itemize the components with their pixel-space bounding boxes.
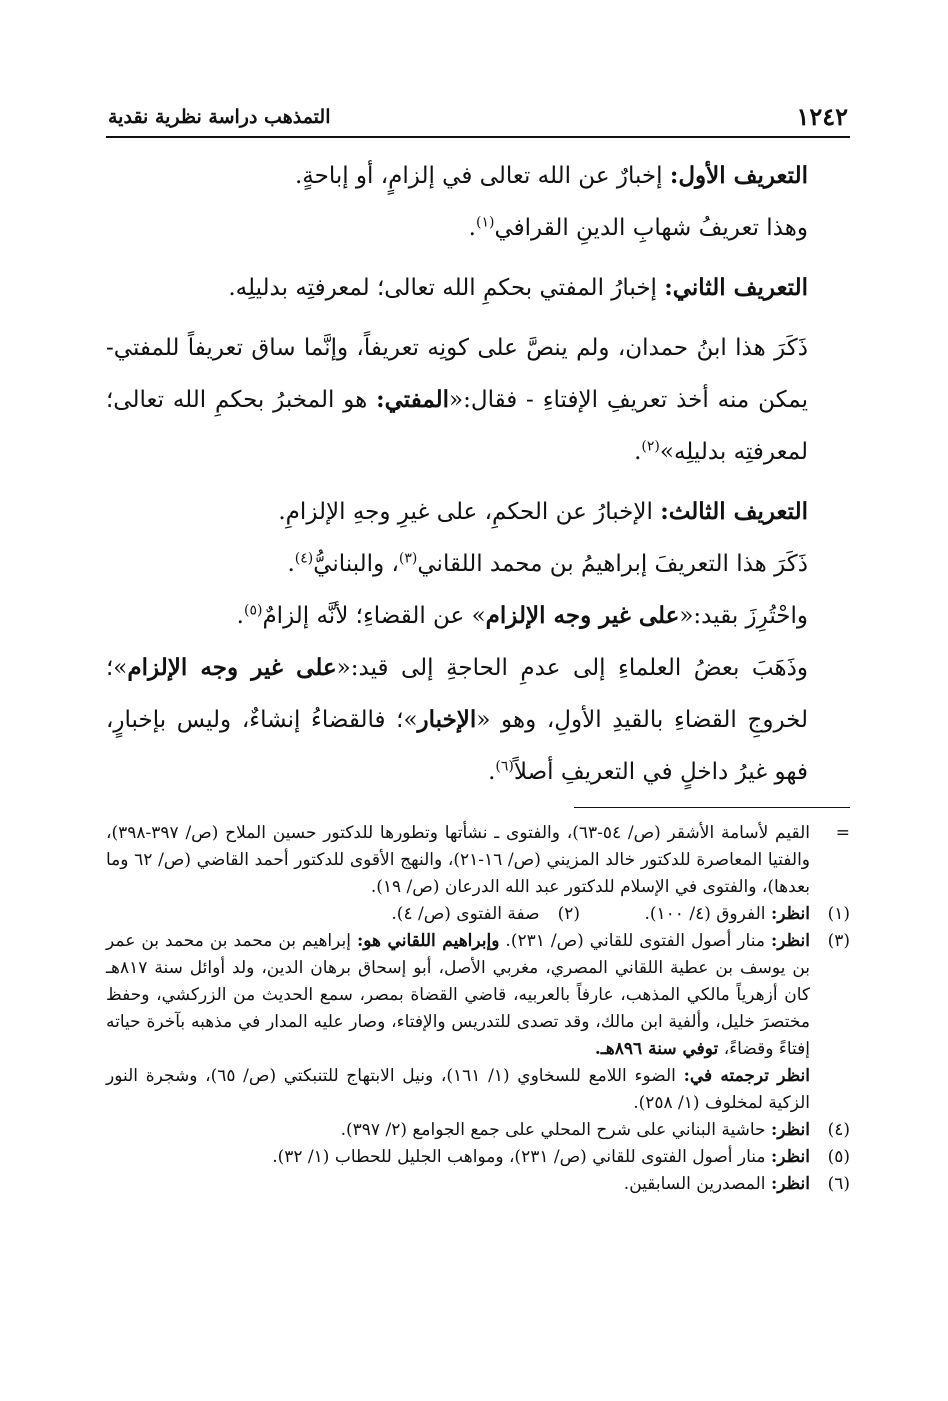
- footnote-label: انظر:: [770, 904, 810, 924]
- continuation-marker: =: [835, 823, 850, 843]
- footnote-separator: [574, 807, 850, 808]
- footnote-number: (١): [827, 904, 850, 924]
- footnote-text: المصدرين السابقين.: [623, 1174, 771, 1194]
- punctuation: .: [488, 759, 496, 785]
- paragraph-text: هو المخبرُ بحكمِ الله تعالى؛ لمعرفتِه بدليلِه»: [106, 387, 808, 465]
- footnote-number: (٥): [827, 1147, 850, 1167]
- footnote-text: منار أصول الفتوى للقاني (ص/ ٢٣١)، ومواهب الجليل للحطاب (١/ ٣٢).: [272, 1147, 771, 1167]
- footnote-continued: [106, 820, 850, 901]
- bold-term: انظر ترجمته في:: [683, 1066, 810, 1086]
- bold-term: الإخبار: [417, 706, 477, 733]
- footnote-6: [106, 1171, 850, 1198]
- definition-text: إخبارٌ عن الله تعالى في إلزامٍ، أو إباحةٍ.: [294, 163, 670, 189]
- definition-text: الإخبارُ عن الحكمِ، على غيرِ وجهِ الإلزامِ.: [278, 499, 661, 525]
- paragraph-text: »؛ لخروجِ القضاءِ بالقيدِ الأولِ، وهو «: [106, 655, 808, 733]
- footnote-text: القيم لأسامة الأشقر (ص/ ٥٤-٦٣)، والفتوى ـ نشأتها وتطورها للدكتور حسين الملاح (ص/ ٣٩٧-٣٩٨)، والفتيا المعاصرة للدكتور خالد المزيني (ص/ ١٦-٢١)، والنهج الأقوى للدكتور أحمد القاضي (ص/ ٦٢ وما بعدها)، والفتوى في الإسلام للدكتور عبد الله الدرعان (ص/ ١٩).: [106, 823, 810, 897]
- bold-term: المفتي:: [376, 386, 450, 413]
- definition-2: [106, 262, 850, 314]
- footnote-ref[interactable]: (٤): [294, 550, 314, 567]
- footnote-number: (٢): [557, 904, 580, 924]
- definition-label: التعريف الثالث:: [660, 498, 808, 525]
- footnote-ref[interactable]: (٢): [641, 438, 660, 455]
- definition-1: [106, 150, 850, 202]
- bold-term: وإبراهيم اللقاني هو:: [357, 931, 500, 951]
- paragraph-ibn-hamdan: [106, 322, 850, 478]
- page-header: [106, 100, 850, 136]
- paragraph-text: » عن القضاءِ؛ لأنَّه إلزامٌ: [262, 603, 486, 629]
- paragraph-text: ذَكَرَ هذا ابنُ حمدان، ولم ينصَّ على كونِه تعريفاً، وإنَّما ساق تعريفاً للمفتي- يمكن منه أخذ تعريفِ الإفتاءِ - فقال:«: [106, 335, 808, 413]
- footnote-text: الضوء اللامع للسخاوي (١/ ١٦١)، ونيل الابتهاج للتنبكتي (ص/ ٦٥)، وشجرة النور الزكية لمخلوف (١/ ٢٥٨).: [106, 1066, 810, 1113]
- footnote-text: إبراهيم بن محمد بن محمد بن عمر بن يوسف بن عطية اللقاني المصري، مغربي الأصل، أبو إسحاق برهان الدين، ولد أوائل سنة ٨١٧هـ كان أزهرياً مالكي المذهب، عارفاً بالعربيه، قاضي القضاة بمصر، سمع الحديث من الزركشي، وحفظ مختصرَ خليل، وألفية ابن مالك، وقد تصدى للتدريس والإفتاء، وصار عليه المدار في مذهبه بآخرة حياته إفتاءً وقضاءً،: [106, 931, 810, 1059]
- paragraph-restriction: [106, 590, 850, 642]
- paragraph-text: »؛ فالقضاءُ إنشاءٌ، وليس بإخبارٍ، فهو غيرُ داخلٍ في التعريفِ أصلاً: [106, 707, 808, 785]
- paragraph-attribution-3: [106, 538, 850, 590]
- footnote-text: منار أصول الفتوى للقاني (ص/ ٢٣١).: [499, 931, 771, 951]
- footnote-text: حاشية البناني على شرح المحلي على جمع الجوامع (٢/ ٣٩٧).: [340, 1120, 771, 1140]
- footnote-ref[interactable]: (٣): [398, 550, 418, 567]
- punctuation: .: [634, 439, 642, 465]
- paragraph-text: وذَهَبَ بعضُ العلماءِ إلى عدمِ الحاجةِ إلى قيد:«: [336, 655, 808, 681]
- footnote-text: صفة الفتوى (ص/ ٤).: [391, 904, 540, 924]
- bold-term: على غير وجه الإلزام: [485, 602, 680, 629]
- footnote-number: (٦): [827, 1174, 850, 1194]
- footnote-3: [106, 928, 850, 1117]
- footnote-label: انظر:: [770, 931, 810, 951]
- paragraph-objection: [106, 642, 850, 798]
- bold-term: توفي سنة ٨٩٦هـ.: [594, 1039, 719, 1059]
- footnote-1: [644, 904, 810, 924]
- footnote-label: انظر:: [770, 1120, 810, 1140]
- paragraph-text: ، والبنانيُّ: [313, 551, 399, 577]
- footnote-ref[interactable]: (٦): [495, 758, 514, 775]
- footnotes: [106, 820, 850, 1198]
- footnote-5: [106, 1144, 850, 1171]
- main-text: [106, 150, 850, 798]
- punctuation: .: [236, 603, 244, 629]
- footnote-label: انظر:: [770, 1147, 810, 1167]
- footnote-number: (٣): [827, 931, 850, 951]
- definition-3: [106, 486, 850, 538]
- footnote-text: الفروق (٤/ ١٠٠).: [644, 904, 771, 924]
- paragraph-text: واحْتُرِزَ بقيد:«: [679, 603, 808, 629]
- page-number: ١٢٤٢: [796, 102, 848, 131]
- footnote-row-1-2: [106, 901, 850, 928]
- footnote-label: انظر:: [770, 1174, 810, 1194]
- punctuation: .: [468, 215, 476, 241]
- bold-term: على غير وجه الإلزام: [127, 654, 337, 681]
- definition-label: التعريف الأول:: [669, 162, 808, 189]
- punctuation: .: [287, 551, 295, 577]
- footnote-ref[interactable]: (٥): [243, 602, 263, 619]
- footnote-number: (٤): [827, 1120, 850, 1140]
- footnote-2: [391, 901, 580, 928]
- running-title: التمذهب دراسة نظرية نقدية: [108, 106, 331, 128]
- header-rule: [106, 136, 850, 138]
- definition-text: إخبارُ المفتي بحكمِ الله تعالى؛ لمعرفتِه بدليلِه.: [228, 275, 665, 301]
- footnote-ref[interactable]: (١): [475, 214, 495, 231]
- paragraph-attribution-1: [106, 202, 850, 254]
- footnote-4: [106, 1117, 850, 1144]
- paragraph-text: وهذا تعريفُ شهابِ الدينِ القرافي: [494, 215, 808, 241]
- paragraph-text: ذَكَرَ هذا التعريفَ إبراهيمُ بن محمد اللقاني: [417, 551, 808, 577]
- definition-label: التعريف الثاني:: [664, 274, 808, 301]
